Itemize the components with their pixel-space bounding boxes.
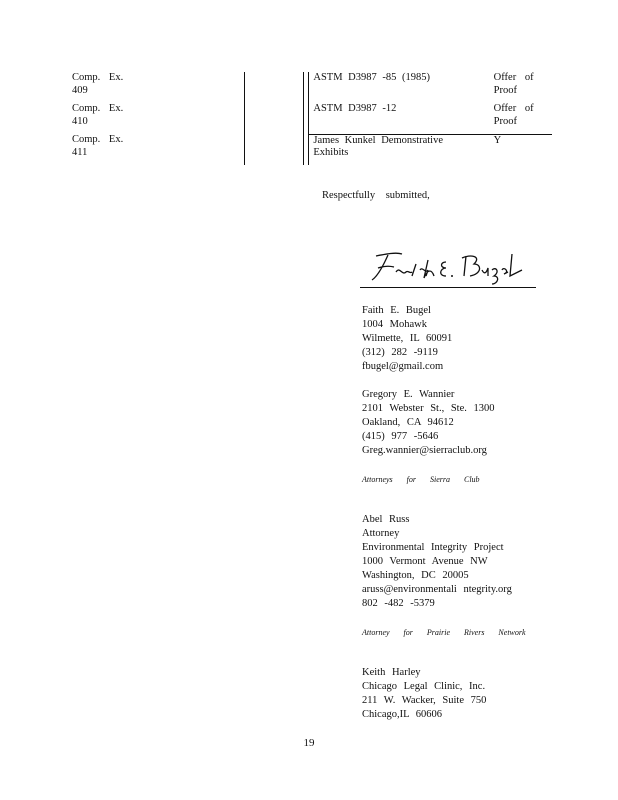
exhibit-number: 411 bbox=[72, 146, 88, 158]
email-line: aruss@environmentali ntegrity.org bbox=[362, 584, 512, 595]
exhibit-description-cont: Exhibits bbox=[313, 147, 349, 158]
signature-line bbox=[360, 287, 536, 288]
exhibit-label-cell bbox=[68, 72, 244, 103]
phone-line: (415) 977 -5646 bbox=[362, 431, 439, 442]
address-line: 2101 Webster St., Ste. 1300 bbox=[362, 403, 495, 414]
empty-cell bbox=[244, 103, 303, 134]
signature-image bbox=[366, 246, 536, 286]
empty-cell bbox=[244, 134, 303, 165]
attorney-name: Keith Harley bbox=[362, 667, 421, 678]
attorney-name: Abel Russ bbox=[362, 514, 410, 525]
table-row bbox=[68, 72, 552, 103]
exhibit-description-cell bbox=[309, 103, 490, 134]
city-line: Chicago,IL 60606 bbox=[362, 709, 443, 720]
phone-line: 802 -482 -5379 bbox=[362, 598, 435, 609]
attorneys-for-sierra-club: Attorneys for Sierra Club bbox=[362, 475, 480, 484]
exhibit-status-cont: Proof bbox=[493, 115, 518, 127]
attorney-block-wannier bbox=[362, 388, 495, 458]
empty-cell bbox=[244, 72, 303, 103]
exhibit-number: 409 bbox=[72, 84, 88, 96]
phone-line: (312) 282 -9119 bbox=[362, 347, 438, 358]
address-line: 1000 Vermont Avenue NW bbox=[362, 556, 488, 567]
attorney-title: Attorney bbox=[362, 528, 400, 539]
organization-line: Environmental Integrity Project bbox=[362, 542, 504, 553]
exhibit-table bbox=[68, 72, 552, 165]
closing-text: Respectfully submitted, bbox=[322, 190, 430, 201]
table-row bbox=[68, 134, 552, 165]
organization-line: Chicago Legal Clinic, Inc. bbox=[362, 681, 486, 692]
exhibit-label: Comp. Ex. bbox=[72, 103, 124, 114]
city-line: Oakland, CA 94612 bbox=[362, 417, 454, 428]
exhibit-status: Offer of bbox=[493, 103, 534, 114]
page-number: 19 bbox=[303, 737, 315, 749]
attorney-name: Gregory E. Wannier bbox=[362, 389, 455, 400]
exhibit-status: Y bbox=[493, 134, 502, 146]
exhibit-status-cell bbox=[490, 72, 552, 103]
exhibit-description-cell bbox=[309, 72, 490, 103]
email-line: Greg.wannier@sierraclub.org bbox=[362, 445, 487, 456]
city-line: Washington, DC 20005 bbox=[362, 570, 469, 581]
attorney-name: Faith E. Bugel bbox=[362, 305, 431, 316]
exhibit-number: 410 bbox=[72, 115, 88, 127]
attorney-block-russ bbox=[362, 513, 512, 611]
attorney-for-prairie-rivers: Attorney for Prairie Rivers Network bbox=[362, 628, 526, 637]
exhibit-status-cell bbox=[490, 134, 552, 165]
exhibit-description: ASTM D3987 -85 (1985) bbox=[313, 72, 430, 83]
attorney-block-bugel bbox=[362, 304, 452, 374]
exhibit-status-cell bbox=[490, 103, 552, 134]
exhibit-label-cell bbox=[68, 103, 244, 134]
address-line: 211 W. Wacker, Suite 750 bbox=[362, 695, 487, 706]
exhibit-label-cell bbox=[68, 134, 244, 165]
address-line: 1004 Mohawk bbox=[362, 319, 427, 330]
email-line: fbugel@gmail.com bbox=[362, 361, 444, 372]
exhibit-description: ASTM D3987 -12 bbox=[313, 103, 397, 114]
exhibit-description-cell bbox=[309, 134, 490, 165]
exhibit-status: Offer of bbox=[493, 72, 534, 83]
exhibit-label: Comp. Ex. bbox=[72, 134, 124, 145]
attorney-block-harley bbox=[362, 666, 486, 722]
exhibit-label: Comp. Ex. bbox=[72, 72, 124, 83]
exhibit-description: James Kunkel Demonstrative bbox=[313, 134, 444, 146]
table-row bbox=[68, 103, 552, 134]
exhibit-status-cont: Proof bbox=[493, 84, 518, 96]
city-line: Wilmette, IL 60091 bbox=[362, 333, 453, 344]
